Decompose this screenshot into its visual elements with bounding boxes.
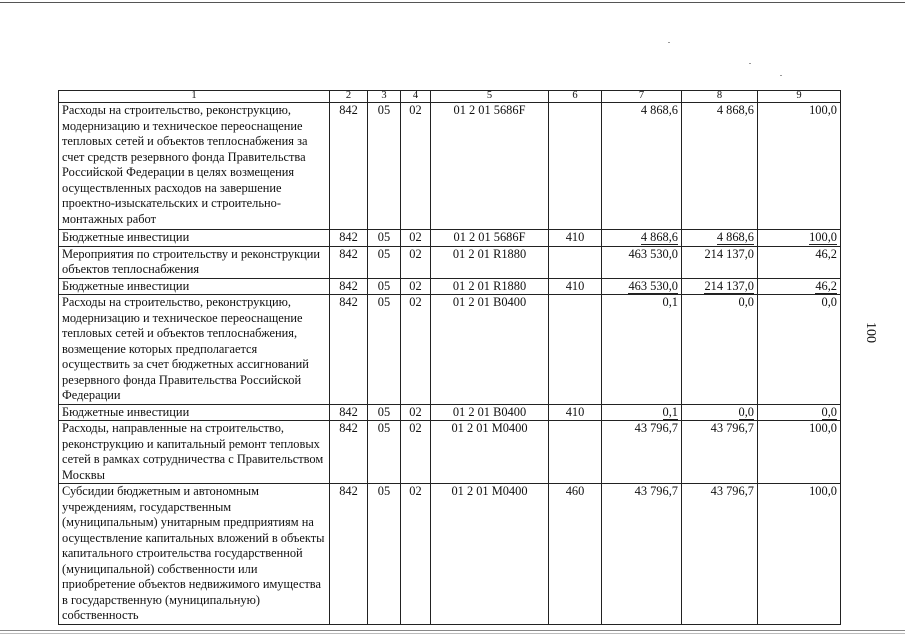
percent-cell [758,278,841,295]
executed-amount-cell [682,404,758,421]
row-name-cell: Расходы на строительство, реконструкцию, модернизацию и техническое переоснащение тепловых сетей и объектов теплоснабжения за счет средств резервного фонда Правительства Российской Федерации в целях возмещения осуществленных расходов на завершение проектно-изыскательских и строительно-монтажных работ [59,103,330,230]
planned-amount-cell: 4 868,6 [602,103,682,230]
row-name-cell: Бюджетные инвестиции [59,404,330,421]
col-header: 7 [602,91,682,103]
table-row [59,103,841,230]
underlined-value: 4 868,6 [716,230,754,244]
expense-type-cell [549,295,602,405]
underlined-value: 4 868,6 [640,230,678,244]
row-name-cell: Расходы на строительство, реконструкцию, модернизацию и техническое переоснащение тепловых сетей и объектов теплоснабжения, возмещение которых предполагается осуществить за счет бюджетных ассигнований резервного фонда Правительства Российской Федерации [59,295,330,405]
expense-type-cell: 410 [549,230,602,247]
target-article-cell: 01 2 01 В0400 [431,295,549,405]
section-cell: 05 [368,484,401,625]
col-header: 2 [330,91,368,103]
table-row [59,230,841,247]
table-row [59,421,841,484]
executed-amount-cell: 4 868,6 [682,103,758,230]
percent-cell: 100,0 [758,421,841,484]
budget-table [58,90,841,625]
scan-speck [668,42,670,43]
col-header: 3 [368,91,401,103]
kved-cell: 842 [330,421,368,484]
expense-type-cell [549,421,602,484]
percent-cell [758,404,841,421]
underlined-value: 463 530,0 [628,278,678,293]
target-article-cell: 01 2 01 R1880 [431,278,549,295]
col-header: 1 [59,91,330,103]
underlined-value: 0,0 [738,404,754,419]
underlined-value: 214 137,0 [704,278,754,293]
row-name-cell: Расходы, направленные на строительство, реконструкцию и капитальный ремонт тепловых сетей в рамках сотрудничества с Правительством Москвы [59,421,330,484]
row-name-cell: Мероприятия по строительству и реконструкции объектов теплоснабжения [59,246,330,278]
section-cell: 05 [368,404,401,421]
executed-amount-cell: 43 796,7 [682,484,758,625]
kved-cell: 842 [330,295,368,405]
scan-speck [780,75,782,76]
underlined-value: 0,1 [662,404,678,419]
col-header: 9 [758,91,841,103]
expense-type-cell: 460 [549,484,602,625]
target-article-cell: 01 2 01 В0400 [431,404,549,421]
subsection-cell: 02 [401,246,431,278]
percent-cell: 46,2 [758,246,841,278]
planned-amount-cell [602,230,682,247]
scan-speck [749,63,751,64]
kved-cell: 842 [330,230,368,247]
executed-amount-cell: 0,0 [682,295,758,405]
col-header: 8 [682,91,758,103]
kved-cell: 842 [330,278,368,295]
table-row [59,246,841,278]
kved-cell: 842 [330,404,368,421]
section-cell: 05 [368,421,401,484]
table-row [59,295,841,405]
kved-cell: 842 [330,246,368,278]
planned-amount-cell: 463 530,0 [602,246,682,278]
percent-cell: 0,0 [758,295,841,405]
planned-amount-cell: 0,1 [602,295,682,405]
row-name-cell: Бюджетные инвестиции [59,230,330,247]
target-article-cell: 01 2 01 R1880 [431,246,549,278]
table-row [59,278,841,295]
kved-cell: 842 [330,103,368,230]
col-header: 6 [549,91,602,103]
executed-amount-cell: 43 796,7 [682,421,758,484]
section-cell: 05 [368,103,401,230]
percent-cell: 100,0 [758,484,841,625]
row-name-cell: Бюджетные инвестиции [59,278,330,295]
underlined-value: 100,0 [809,230,837,244]
section-cell: 05 [368,230,401,247]
table-row [59,404,841,421]
row-name-cell: Субсидии бюджетным и автономным учреждениям, государственным (муниципальным) унитарным предприятиям на осуществление капитальных вложений в объекты капитального строительства государственной (муниципальной) собственности или приобретение объектов недвижимого имущества в государственную (муниципальную) собственность [59,484,330,625]
subsection-cell: 02 [401,421,431,484]
scan-bottom-edge [0,630,905,631]
target-article-cell: 01 2 01 5686F [431,230,549,247]
subsection-cell: 02 [401,230,431,247]
page-number: 100 [863,322,878,343]
executed-amount-cell [682,278,758,295]
target-article-cell: 01 2 01 5686F [431,103,549,230]
planned-amount-cell: 43 796,7 [602,484,682,625]
executed-amount-cell [682,230,758,247]
table-row [59,484,841,625]
section-cell: 05 [368,278,401,295]
header-row [59,91,841,103]
planned-amount-cell [602,404,682,421]
underlined-value: 46,2 [815,278,837,293]
expense-type-cell [549,246,602,278]
planned-amount-cell [602,278,682,295]
scan-bottom-edge-shadow [0,633,905,634]
underlined-value: 0,0 [821,404,837,419]
target-article-cell: 01 2 01 М0400 [431,484,549,625]
section-cell: 05 [368,295,401,405]
subsection-cell: 02 [401,278,431,295]
expense-type-cell [549,103,602,230]
col-header: 4 [401,91,431,103]
scan-top-edge [0,2,905,3]
subsection-cell: 02 [401,404,431,421]
subsection-cell: 02 [401,484,431,625]
section-cell: 05 [368,246,401,278]
executed-amount-cell: 214 137,0 [682,246,758,278]
percent-cell: 100,0 [758,103,841,230]
subsection-cell: 02 [401,295,431,405]
percent-cell [758,230,841,247]
target-article-cell: 01 2 01 М0400 [431,421,549,484]
expense-type-cell: 410 [549,404,602,421]
expense-type-cell: 410 [549,278,602,295]
planned-amount-cell: 43 796,7 [602,421,682,484]
col-header: 5 [431,91,549,103]
kved-cell: 842 [330,484,368,625]
subsection-cell: 02 [401,103,431,230]
